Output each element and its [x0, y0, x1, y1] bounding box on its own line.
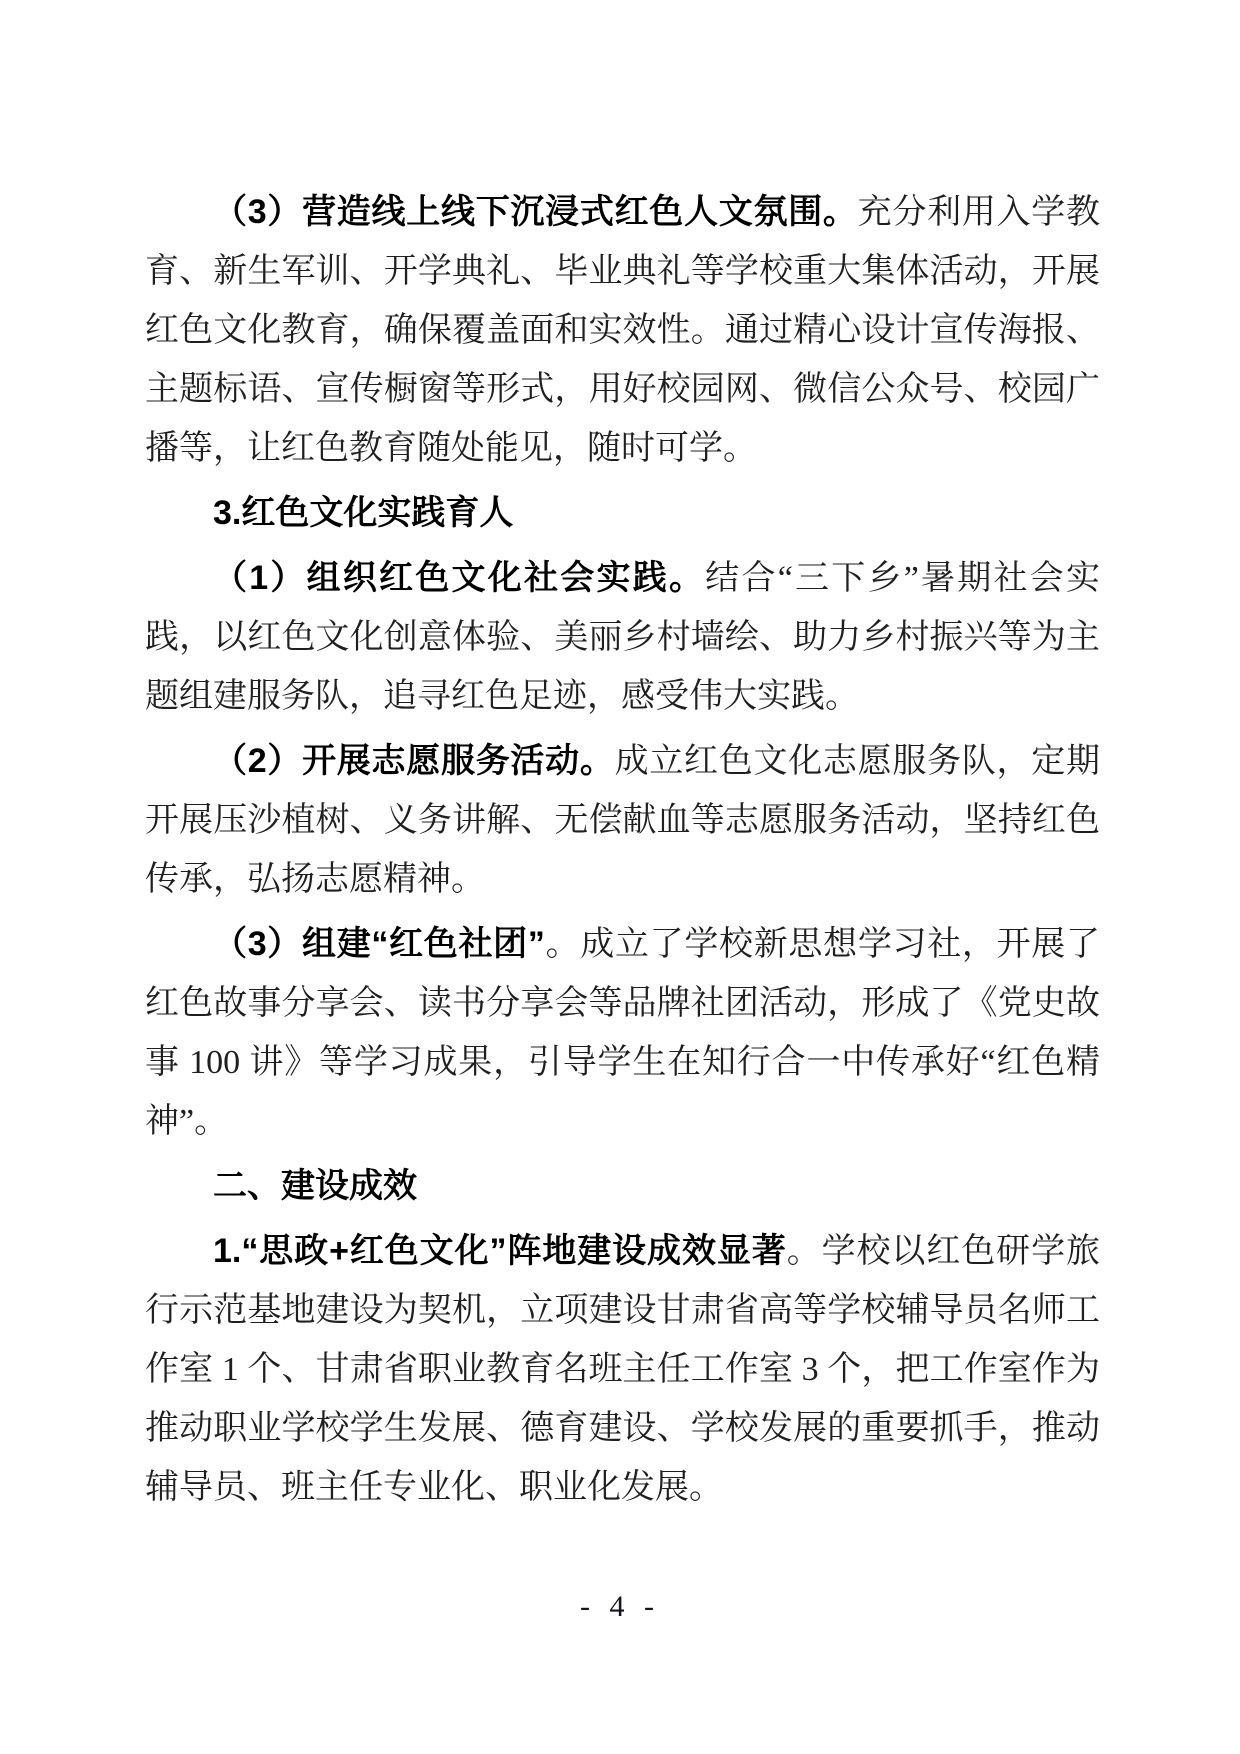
page-number: - 4 -	[580, 1590, 660, 1623]
paragraph-lead: （1）组织红色文化社会实践。	[213, 559, 706, 597]
paragraph-lead: （3）组建“红色社团”	[213, 925, 545, 963]
paragraph-text: 充分利用入学教育、新生军训、开学典礼、毕业典礼等学校重大集体活动，开展红色文化教育，确保覆盖面和实效性。通过精心设计宣传海报、主题标语、宣传橱窗等形式，用好校园网、微信公众号、校园广播等，让红色教育随处能见，随时可学。	[145, 194, 1100, 467]
document-body	[145, 183, 1100, 1517]
paragraph-text: 成立红色文化志愿服务队，定期开展压沙植树、义务讲解、无偿献血等志愿服务活动，坚持红色传承，弘扬志愿精神。	[145, 743, 1100, 898]
paragraph-text: 。学校以红色研学旅行示范基地建设为契机，立项建设甘肃省高等学校辅导员名师工作室 1 个、甘肃省职业教育名班主任工作室 3 个，把工作室作为推动职业学校学生发展、德育建设、学校发展的重要抓手，推动辅导员、班主任专业化、职业化发展。	[145, 1233, 1100, 1506]
paragraph-immersive-red-atmosphere	[145, 183, 1100, 478]
paragraph-text: 。成立了学校新思想学习社，开展了红色故事分享会、读书分享会等品牌社团活动，形成了《党史故事 100 讲》等学习成果，引导学生在知行合一中传承好“红色精神”。	[145, 926, 1100, 1140]
paragraph-lead: （2）开展志愿服务活动。	[213, 742, 615, 780]
paragraph-lead: 1.“思政+红色文化”阵地建设成效显著	[213, 1232, 787, 1270]
heading-red-culture-practice: 3.红色文化实践育人	[213, 494, 514, 532]
paragraph-volunteer-service	[145, 732, 1100, 909]
paragraph-social-practice	[145, 549, 1100, 726]
paragraph-text: 结合“三下乡”暑期社会实践，以红色文化创意体验、美丽乡村墙绘、助力乡村振兴等为主题组建服务队，追寻红色足迹，感受伟大实践。	[145, 560, 1100, 715]
heading-construction-results: 二、建设成效	[213, 1167, 417, 1205]
paragraph-lead: （3）营造线上线下沉浸式红色人文氛围。	[213, 193, 858, 231]
paragraph-position-building-results	[145, 1222, 1100, 1517]
paragraph-red-clubs	[145, 915, 1100, 1151]
